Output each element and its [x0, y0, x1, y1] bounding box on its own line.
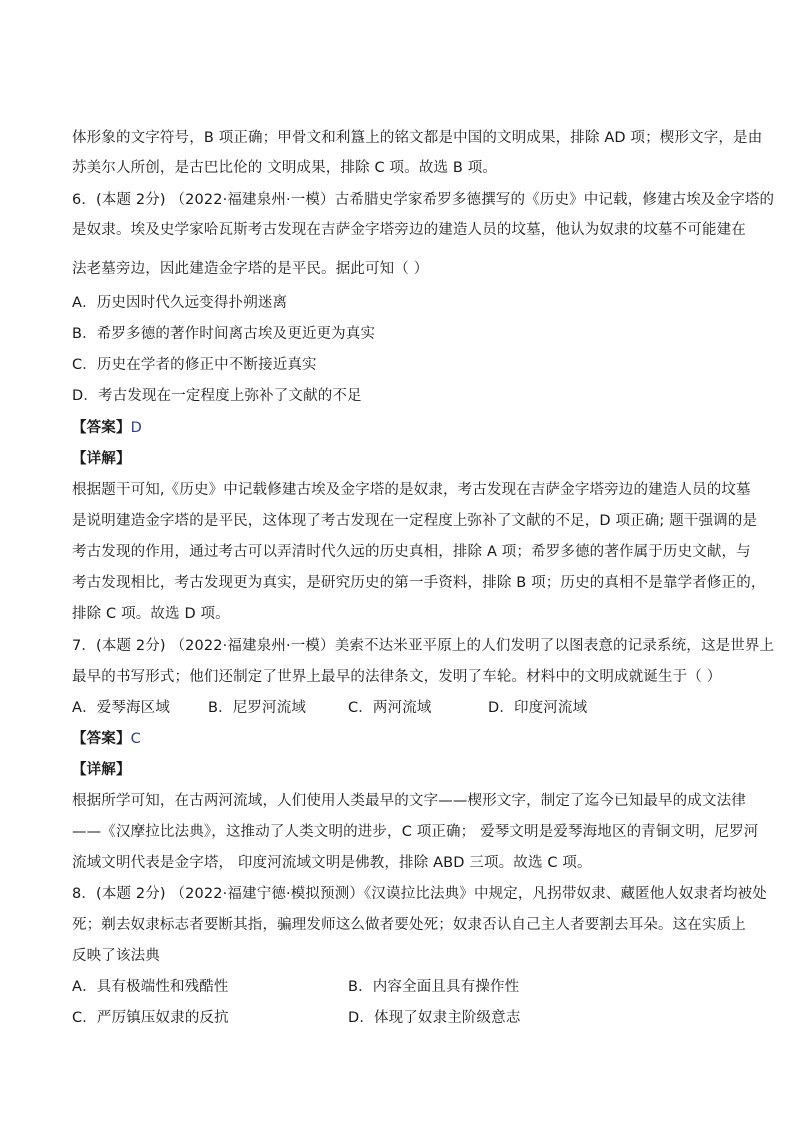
question-8-stem-line-2: 死；剃去奴隶标志者要断其指，骗理发师这么做者要处死；奴隶否认自己主人者要割去耳朵。这在实质上	[72, 917, 746, 933]
question-6-option-a: A．历史因时代久远变得扑朔迷离	[72, 295, 288, 311]
prev-answer-line-2: 苏美尔人所创，是古巴比伦的 文明成果，排除 C 项。故选 B 项。	[72, 160, 498, 176]
answer-value: C	[130, 731, 141, 747]
question-7-detail-label: 【详解】	[72, 762, 131, 778]
question-6-detail-line-5: 排除 C 项。故选 D 项。	[72, 606, 230, 622]
question-6-detail-label: 【详解】	[72, 451, 131, 467]
question-7-detail-line-3: 流域文明代表是金字塔， 印度河流域文明是佛教，排除 ABD 三项。故选 C 项。	[72, 855, 592, 871]
question-6-stem-line-2: 是奴隶。埃及史学家哈瓦斯考古发现在吉萨金字塔旁边的建造人员的坟墓，他认为奴隶的坟墓不可能建在	[72, 222, 746, 238]
question-8-option-c: C．严厉镇压奴隶的反抗	[72, 1010, 229, 1026]
answer-value: D	[130, 420, 142, 436]
question-7-option-d: D．印度河流域	[488, 700, 588, 716]
prev-answer-line-1: 体形象的文字符号，B 项正确；甲骨文和利簋上的铭文都是中国的文明成果，排除 AD 项；楔形文字，是由	[72, 130, 763, 146]
question-6-detail-line-4: 考古发现相比，考古发现更为真实，是研究历史的第一手资料，排除 B 项；历史的真相不是靠学者修正的，	[72, 575, 766, 591]
question-8-option-d: D．体现了奴隶主阶级意志	[348, 1010, 521, 1026]
question-8-option-b: B．内容全面且具有操作性	[348, 979, 520, 995]
question-7-option-c: C．两河流域	[348, 700, 432, 716]
question-6-detail-line-3: 考古发现的作用，通过考古可以弄清时代久远的历史真相，排除 A 项；希罗多德的著作属于历史文献，与	[72, 544, 751, 560]
question-6-detail-line-1: 根据题干可知,《历史》中记载修建古埃及金字塔的是奴隶，考古发现在吉萨金字塔旁边的建造人员的坟墓	[72, 482, 751, 498]
question-7-stem-line-1: 7．(本题 2分) （2022·福建泉州·一模）美索不达米亚平原上的人们发明了以图表意的记录系统，这是世界上	[72, 638, 775, 654]
question-8-stem-line-1: 8．(本题 2分) （2022·福建宁德·模拟预测）《汉谟拉比法典》中规定，凡拐带奴隶、藏匿他人奴隶者均被处	[72, 886, 767, 902]
question-6-option-c: C．历史在学者的修正中不断接近真实	[72, 357, 317, 373]
question-7-stem-line-2: 最早的书写形式；他们还制定了世界上最早的法律条文，发明了车轮。材料中的文明成就诞生于（ ）	[72, 669, 722, 685]
question-6-detail-line-2: 是说明建造金字塔的是平民，这体现了考古发现在一定程度上弥补了文献的不足，D 项正确; 题干强调的是	[72, 513, 758, 529]
question-7-answer	[72, 729, 732, 749]
question-6-stem-line-3: 法老墓旁边，因此建造金字塔的是平民。据此可知（ ）	[72, 261, 429, 277]
question-7-option-b: B．尼罗河流域	[208, 700, 306, 716]
question-8-stem-line-3: 反映了该法典	[72, 948, 160, 964]
question-7-detail-line-1: 根据所学可知，在古两河流域，人们使用人类最早的文字——楔形文字，制定了迄今已知最早的成文法律	[72, 793, 746, 809]
question-6-stem-line-1: 6．(本题 2分) （2022·福建泉州·一模）古希腊史学家希罗多德撰写的《历史》中记载，修建古埃及金字塔的	[72, 192, 775, 208]
question-8-option-a: A．具有极端性和残酷性	[72, 979, 229, 995]
answer-label: 【答案】	[72, 731, 131, 747]
question-6-option-d: D．考古发现在一定程度上弥补了文献的不足	[72, 388, 362, 404]
question-7-detail-line-2: ——《汉摩拉比法典》，这推动了人类文明的进步，C 项正确； 爱琴文明是爱琴海地区的青铜文明，尼罗河	[72, 824, 759, 840]
answer-label: 【答案】	[72, 420, 131, 436]
question-6-answer	[72, 418, 732, 438]
question-6-option-b: B．希罗多德的著作时间离古埃及更近更为真实	[72, 326, 376, 342]
question-7-option-a: A．爱琴海区域	[72, 700, 170, 716]
